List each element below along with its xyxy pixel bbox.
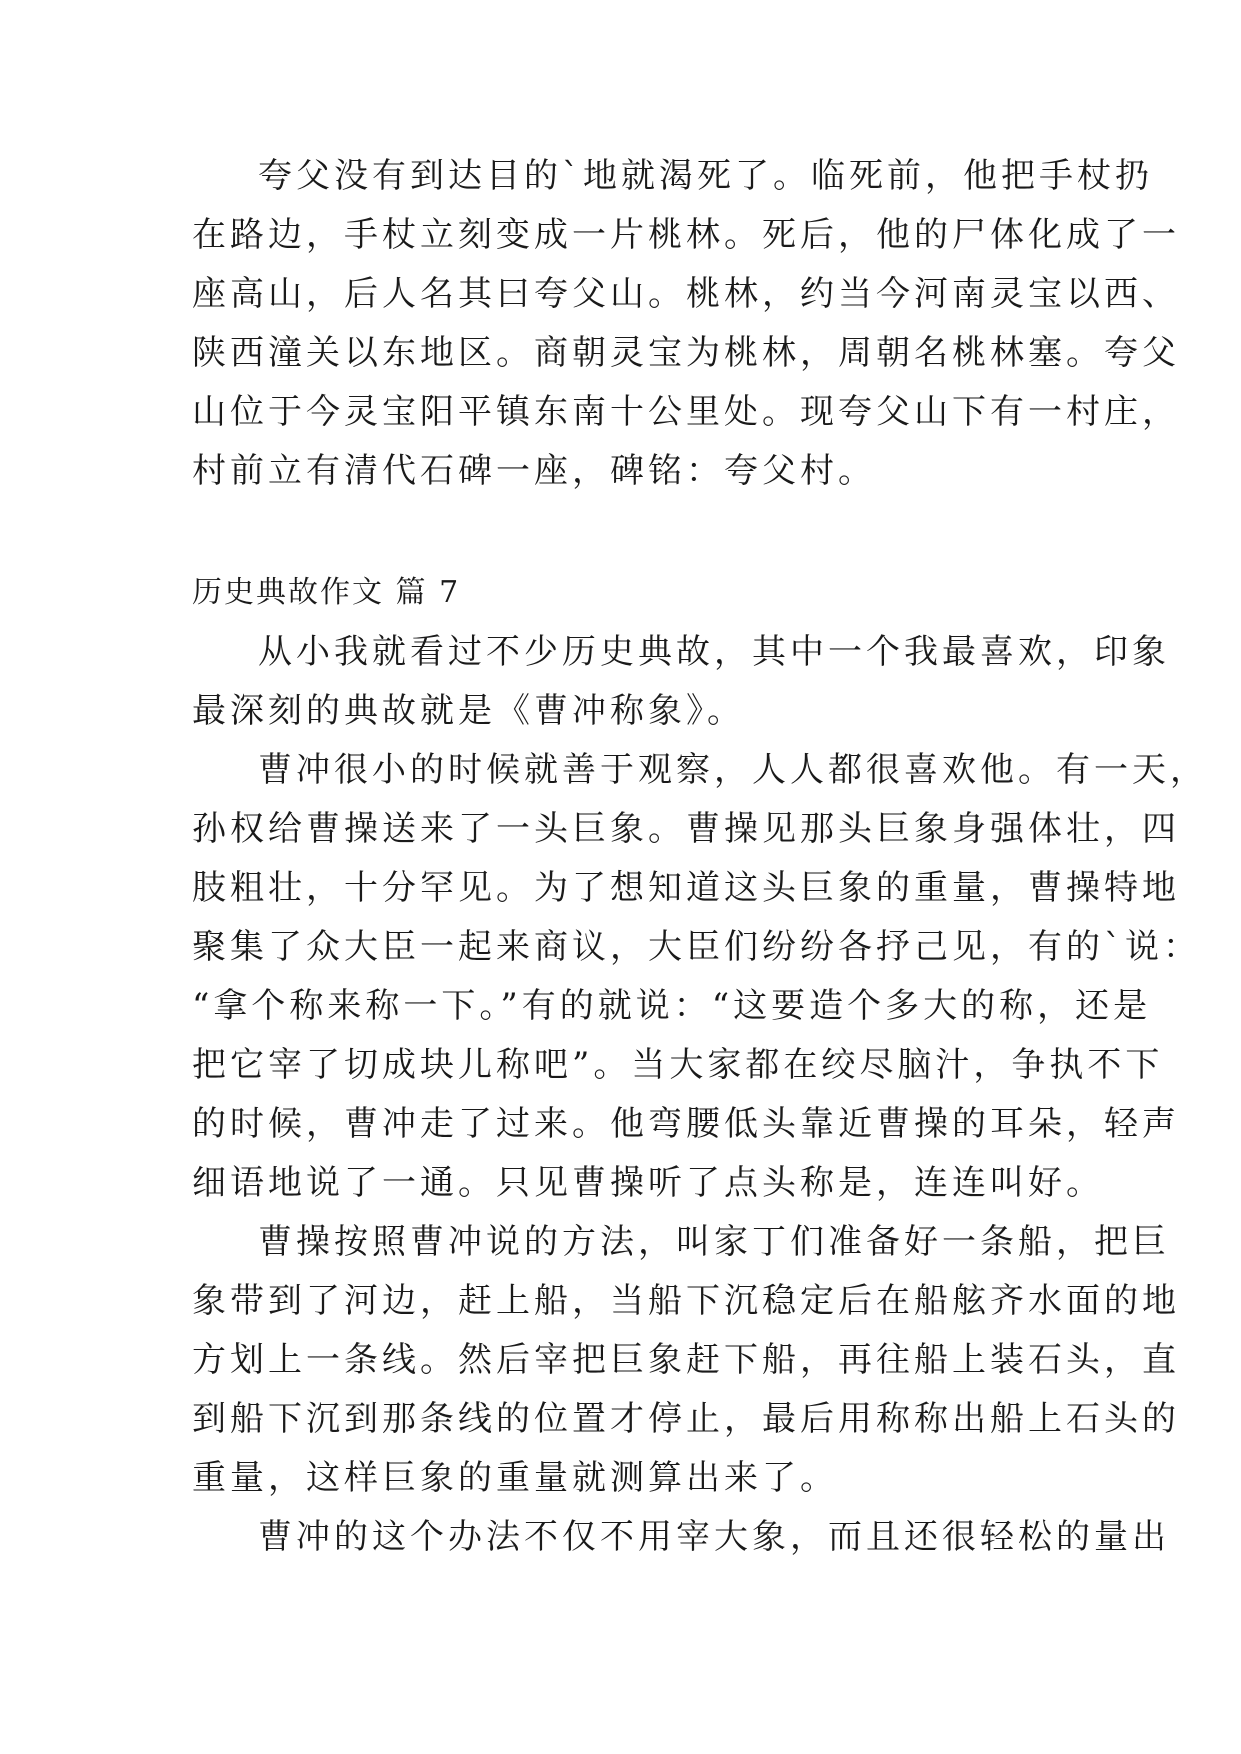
paragraph-1-line-2: 在路边，手杖立刻变成一片桃林。死后，他的尸体化成了一	[192, 215, 1180, 255]
paragraph-4-line-2: 象带到了河边，赶上船，当船下沉稳定后在船舷齐水面的地	[192, 1281, 1180, 1321]
paragraph-4-line-3: 方划上一条线。然后宰把巨象赶下船，再往船上装石头，直	[192, 1340, 1180, 1380]
paragraph-3-line-5: “拿个称来称一下。”有的就说：“这要造个多大的称，还是	[192, 986, 1152, 1026]
paragraph-1-line-1: 夸父没有到达目的`地就渴死了。临死前，他把手杖扔	[258, 156, 1153, 196]
paragraph-2-line-2: 最深刻的典故就是《曹冲称象》。	[192, 691, 745, 731]
paragraph-3-line-1: 曹冲很小的时候就善于观察，人人都很喜欢他。有一天，	[258, 750, 1208, 790]
paragraph-3-line-7: 的时候，曹冲走了过来。他弯腰低头靠近曹操的耳朵，轻声	[192, 1104, 1180, 1144]
paragraph-3-line-6: 把它宰了切成块儿称吧”。当大家都在绞尽脑汁，争执不下	[192, 1045, 1164, 1085]
paragraph-4-line-1: 曹操按照曹冲说的方法，叫家丁们准备好一条船，把巨	[258, 1222, 1170, 1262]
paragraph-4-line-5: 重量，这样巨象的重量就测算出来了。	[192, 1458, 838, 1498]
paragraph-3-line-2: 孙权给曹操送来了一头巨象。曹操见那头巨象身强体壮，四	[192, 809, 1180, 849]
paragraph-1-line-3: 座高山，后人名其曰夸父山。桃林，约当今河南灵宝以西、	[192, 274, 1180, 314]
paragraph-5-line-1: 曹冲的这个办法不仅不用宰大象，而且还很轻松的量出	[258, 1517, 1170, 1557]
section-heading: 历史典故作文 篇 7	[192, 575, 461, 610]
paragraph-1-line-4: 陕西潼关以东地区。商朝灵宝为桃林，周朝名桃林塞。夸父	[192, 333, 1180, 373]
paragraph-2-line-1: 从小我就看过不少历史典故，其中一个我最喜欢，印象	[258, 632, 1170, 672]
paragraph-1-line-6: 村前立有清代石碑一座，碑铭：夸父村。	[192, 451, 876, 491]
paragraph-3-line-3: 肢粗壮，十分罕见。为了想知道这头巨象的重量，曹操特地	[192, 868, 1180, 908]
paragraph-3-line-4: 聚集了众大臣一起来商议，大臣们纷纷各抒己见，有的`说：	[192, 927, 1201, 967]
paragraph-1-line-5: 山位于今灵宝阳平镇东南十公里处。现夸父山下有一村庄，	[192, 392, 1180, 432]
paragraph-4-line-4: 到船下沉到那条线的位置才停止，最后用称称出船上石头的	[192, 1399, 1180, 1439]
paragraph-3-line-8: 细语地说了一通。只见曹操听了点头称是，连连叫好。	[192, 1163, 1104, 1203]
